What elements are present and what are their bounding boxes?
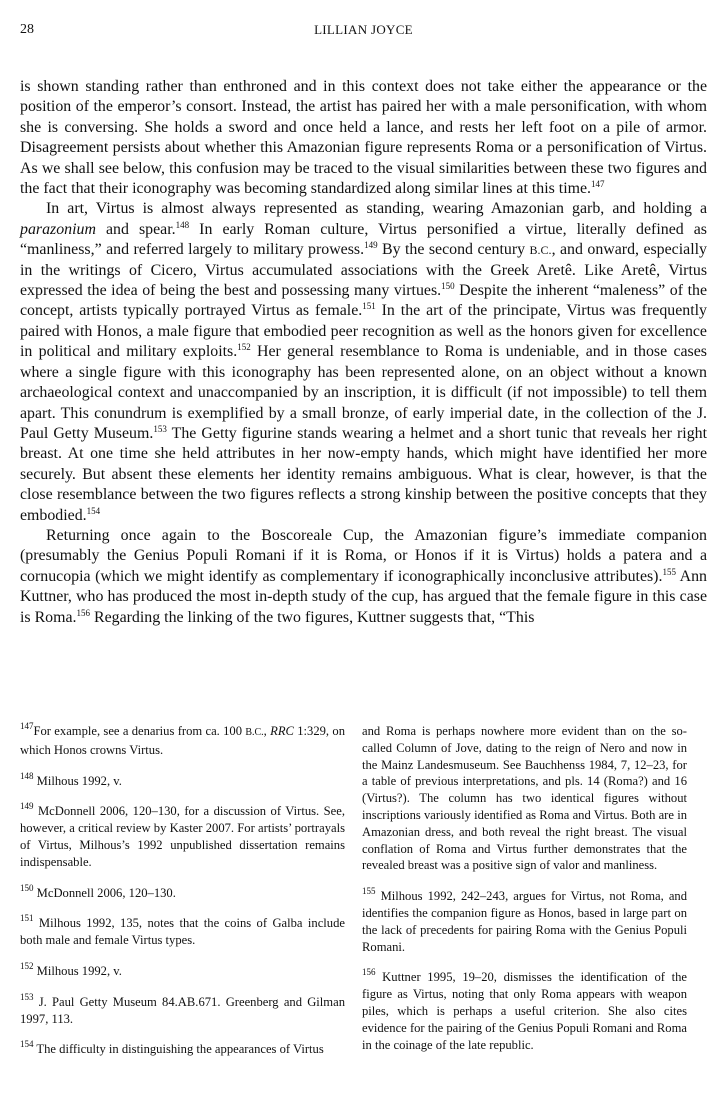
paragraph: In art, Virtus is almost always represented as standing, wearing Amazonian garb, and holding a parazonium and spear.$^{148}$ In early Roman culture, Virtus personified a virtue, literally defined as “manliness,” and referred largely to military prowess.$^{149}$ By the second century B.C., and onward, especially in the writings of Cicero, Virtus accumulated associations with the Greek Aretê. Like Aretê, Virtus expressed the idea of being the best and possessing many virtues.$^{150}$ Despite the inherent “maleness” of the concept, artists typically portrayed Virtus as female.$^{151}$ In the art of the principate, Virtus was frequently paired with Honos, a male figure that embodied peer recognition as well as the honors given for excellence in political and military exploits.$^{152}$ Her general resemblance to Roma is undeniable, and in those cases where a single figure with this iconography has been represented alone, on an object without a known archaeological context and unaccompanied by an inscription, it is difficult (if not impossible) to tell them apart. This conundrum is exemplified by a small bronze, of early imperial date, in the collection of the J. Paul Getty Museum.$^{153}$ The Getty figurine stands wearing a helmet and a short tunic that reveals her right breast. At one time she held attributes in her now-empty hands, which might have identified her more securely. But absent these elements her identity remains ambiguous. What is clear, however, is that the close resemblance between the two figures reflects a strong kinship between the positive concepts that they embodied.$^{154}$ (20, 200, 708, 524)
page-header (20, 22, 707, 42)
footnote-number: 153 (20, 991, 34, 1002)
footnote-ref: 155 (662, 566, 676, 577)
paragraph: Returning once again to the Boscoreale Cup, the Amazonian figure’s immediate companion (presumably the Genius Populi Romani if it is Roma, or Honos if it is Virtus) holds a patera and a cornucopia (which we might identify as complementary if iconographically inconclusive attributes).$^{155}$ Ann Kuttner, who has produced the most in-depth study of the cup, has argued that the female figure in this case is Roma.$^{156}$ Regarding the linking of the two figures, Kuttner suggests that, “This (20, 526, 707, 626)
footnote-ref: 148 (175, 219, 190, 230)
footnote-ref: 147 (591, 179, 605, 190)
footnote: $^{147}$For example, see a denarius from ca. 100 B.C., RRC 1:329, on which Honos crowns Virtus. (20, 721, 345, 757)
era-abbr: B.C. (529, 243, 552, 258)
footnote-ref: 149 (364, 240, 378, 251)
footnote-ref: 154 (86, 505, 101, 516)
footnote: $^{148}$ Milhous 1992, v. (20, 770, 122, 788)
footnote-number: 156 (362, 967, 376, 978)
footnote-ref: 156 (76, 607, 91, 618)
footnote-number: 152 (20, 960, 34, 971)
footnote-number: 151 (20, 913, 34, 924)
footnote-number: 149 (20, 801, 34, 812)
main-text (20, 77, 707, 628)
footnote: $^{154}$ The difficulty in distinguishing the appearances of Virtus (20, 1039, 324, 1057)
footnote-ref: 151 (362, 301, 376, 312)
footnote-continuation: and Roma is perhaps nowhere more evident than on the so-called Column of Jove, dating to the reign of Nero and now in the Mainz Landesmuseum. See Bauchhenss 1984, 7, 12–23, for a table of previous interpretations, and pls. 14 (Roma?) and 16 (Virtus?). The column has two identical figures without inscriptions variously identified as Roma and Virtus. Both are in Amazonian dress, and both reveal the right breast. The visual conflation of Roma and Virtus further demonstrates that the revealed breast was a positive sign of valor and manliness. (362, 724, 687, 873)
footnote-ref: 152 (237, 342, 251, 353)
footnote: $^{150}$ McDonnell 2006, 120–130. (20, 882, 176, 900)
footnotes-left-column (20, 723, 345, 1058)
footnote-ref: 153 (153, 423, 167, 434)
footnotes-right-column (362, 723, 687, 1053)
footnote-number: 155 (362, 886, 376, 897)
footnote: $^{151}$ Milhous 1992, 135, notes that the coins of Galba include both male and female Virtus types. (20, 913, 345, 948)
footnote: $^{153}$ J. Paul Getty Museum 84.AB.671. Greenberg and Gilman 1997, 113. (20, 991, 345, 1026)
footnote-number: 148 (20, 770, 34, 781)
footnote-number: 154 (20, 1039, 34, 1050)
page-number: 28 (20, 22, 34, 37)
footnote: $^{149}$ McDonnell 2006, 120–130, for a discussion of Virtus. See, however, a critical review by Kaster 2007. For artists’ portrayals of Virtus, Milhous’s 1992 unpublished dissertation remains indispensable. (20, 801, 345, 869)
footnote-number: 150 (20, 882, 34, 893)
footnote: $^{152}$ Milhous 1992, v. (20, 960, 122, 978)
paragraph: is shown standing rather than enthroned and in this context does not take either the appearance or the position of the emperor’s consort. Instead, the artist has paired her with a male personification, with whom she is conversing. She holds a sword and once held a lance, and rests her left foot on a pile of armor. Disagreement persists about whether this Amazonian figure represents Roma or a personification of Virtus. As we shall see below, this confusion may be traced to the visual similarities between these two figures and the fact that their iconography was becoming standardized along similar lines at this time.$^{147}$ (20, 78, 707, 198)
footnote: $^{156}$ Kuttner 1995, 19–20, dismisses the identification of the figure as Virtus, noting that only Roma appears with weapon piles, which is perhaps a useful criterion. She also cites evidence for the pairing of the Genius Populi Romani and Roma in the coinage of the late republic. (362, 967, 687, 1052)
footnote: $^{155}$ Milhous 1992, 242–243, argues for Virtus, not Roma, and identifies the companion figure as Honos, based in large part on the lack of precedents for pairing Roma with the Genius Populi Romani. (362, 886, 688, 954)
footnote-ref: 150 (441, 281, 455, 292)
running-head: LILLIAN JOYCE (314, 22, 413, 37)
italic-term: parazonium (20, 220, 96, 238)
footnote-number: 147 (20, 721, 34, 731)
